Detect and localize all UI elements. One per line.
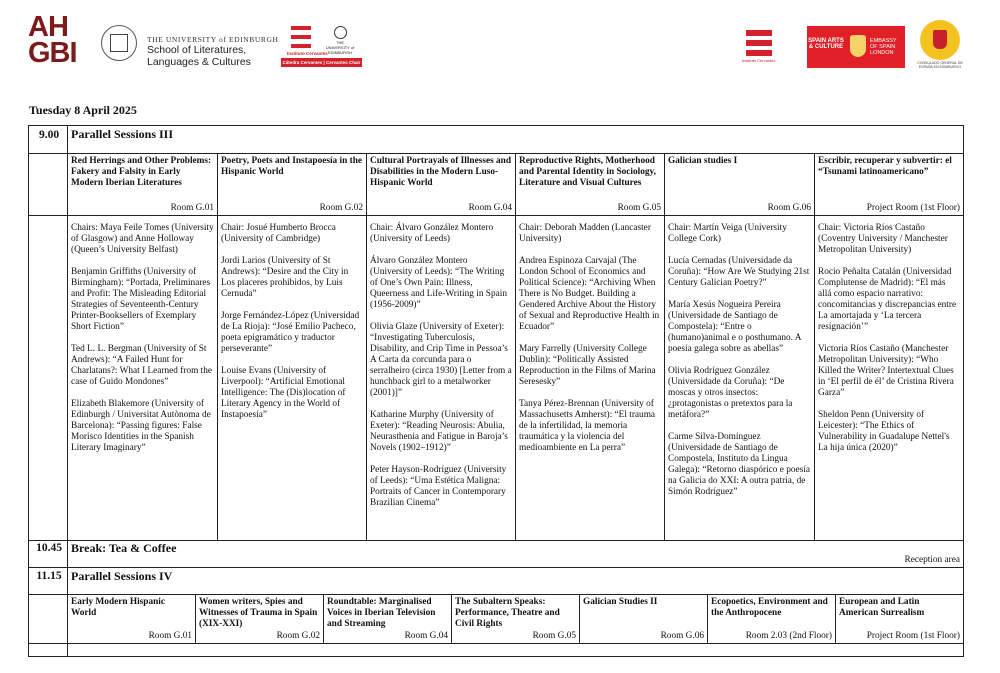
session-body: [815, 223, 963, 465]
session-head: The Subaltern Speaks: Performance, Theatre and Civil Rights Room G.05: [455, 597, 576, 641]
session-chair: Chairs: Maya Feile Tomes (University of Glasgow) and Anne Holloway (Queen’s University Belfast): [71, 223, 214, 255]
session-head: Roundtable: Marginalised Voices in Iberian Television and Streaming Room G.04: [327, 597, 448, 641]
paper: Mary Farrelly (University College Dublin): “Politically Assisted Reproduction in the Films of Marina Seresesky”: [519, 344, 656, 387]
paper: Olivia Glaze (University of Exeter): “Investigating Tuberculosis, Disability, and Crip Time in Pessoa’s A Carta da corcunda para o serralheiro (circa 1930) [Letter from a hunchback girl to a metalworker (2001)]”: [370, 322, 512, 398]
paper: Lucía Cernadas (Universidade da Coruña): “How Are We Studying 21st Century Galician Poetry?”: [668, 256, 810, 288]
break-time: 10.45: [36, 542, 62, 554]
block3-title: Parallel Sessions III: [71, 127, 174, 141]
programme-table: [28, 125, 964, 657]
session-chair: Chair: Josué Humberto Brocca (University of Cambridge): [221, 223, 336, 244]
session-head: Reproductive Rights, Motherhood and Parental Identity in Sociology, Literature and Visual Cultures Room G.05: [519, 156, 661, 213]
paper: Katharine Murphy (University of Exeter): “Reading Neurosis: Abulia, Neurasthenia and Fatigue in Baroja’s Novels (1902–1912)”: [370, 410, 508, 453]
paper: Victoria Ríos Castaño (Manchester Metropolitan University): “Who Killed the Writer? Intertextual Clues in ‘El perfil de él’ de Cristina Rivera Garza”: [818, 344, 954, 398]
paper: Jordi Larios (University of St Andrews): “Desire and the City in Los placeres prohibidos, by Luis Cernuda”: [221, 256, 349, 299]
session-chair: Chair: Victoria Ríos Castaño (Coventry University / Manchester Metropolitan University): [818, 223, 948, 255]
consulado-general-logo: CONSULADO GENERAL DE ESPAÑA EN EDIMBURGO: [915, 20, 965, 70]
block3-time: 9.00: [38, 129, 60, 141]
session-head: Red Herrings and Other Problems: Fakery and Falsity in Early Modern Iberian Literatures Room G.01: [71, 156, 214, 213]
catedra-cervantes-logo: Instituto Cervantes THE UNIVERSITY of EDINBURGH Cátedra Cervantes | Cervantes Chair: [281, 24, 362, 68]
ahgbi-logo: AH GBI: [28, 11, 77, 69]
session-head: Women writers, Spies and Witnesses of Trauma in Spain (XIX-XXI) Room G.02: [199, 597, 320, 641]
edinburgh-seal-icon: [101, 25, 137, 61]
paper: Andrea Espinoza Carvajal (The London School of Economics and Political Science): “Archiving When There is No Budget. Building a Gendered Archive About the History of Sexual and Reproductive Health in Ecuador”: [519, 256, 660, 332]
paper: Sheldon Penn (University of Leicester): “The Ethics of Vulnerability in Guadalupe Nettel's La hija única (2020)”: [818, 410, 950, 453]
cervantes-mark-icon: [291, 26, 311, 48]
paper: Carme Silva-Domínguez (Universidade de Santiago de Compostela, Instituto da Lingua Galega): “Retorno diaspórico e poesía na Galicia do XXI: A outra patria, de Simón Rodríguez”: [668, 432, 810, 497]
session-body: [516, 223, 664, 465]
session-chair: Chair: Álvaro González Montero (University of Leeds): [370, 223, 494, 244]
session-head: Poetry, Poets and Instapoesía in the Hispanic World Room G.02: [221, 156, 363, 213]
session-body: [218, 223, 366, 432]
block4-title: Parallel Sessions IV: [71, 569, 173, 583]
session-body: [367, 223, 515, 520]
block4-time: 11.15: [36, 570, 62, 582]
session-head: Cultural Portrayals of Illnesses and Disabilities in the Modern Luso-Hispanic World Room G.04: [370, 156, 512, 213]
spain-arts-culture-logo: SPAIN ARTS & CULTURE: [807, 26, 845, 68]
session-head: Ecopoetics, Environment and the Anthropocene Room 2.03 (2nd Floor): [711, 597, 832, 641]
embassy-of-spain-logo: EMBASSY OF SPAIN LONDON: [845, 26, 905, 68]
header-logos: [0, 0, 1000, 90]
session-body: [665, 223, 814, 509]
paper: María Xesús Nogueira Pereira (Universidade de Santiago de Compostela): “Entre o (humano)animal e o posthumano. A poesía galega sobre as abellas”: [668, 300, 801, 354]
session-head: Escribir, recuperar y subvertir: el “Tsunami latinoamericano” Project Room (1st Floor): [818, 156, 960, 213]
session-chair: Chair: Martín Veiga (University College Cork): [668, 223, 787, 244]
paper: Álvaro González Montero (University of Leeds): “The Writing of One’s Own Pain: Illness, Queerness and Life-Writing in Spain (1956-2009)”: [370, 256, 507, 310]
instituto-cervantes-logo: Instituto Cervantes: [740, 30, 780, 64]
session-chair: Chair: Deborah Madden (Lancaster University): [519, 223, 651, 244]
paper: Olivia Rodríguez González (Universidade da Coruña): “De moscas y otros insectos: ¿protagonistas o pretextos para la metáfora?”: [668, 366, 793, 420]
paper: Benjamin Griffiths (University of Birmingham): “Portada, Preliminares and Profit: The Misleading Editorial Strategies of Seventeenth-Century Printer-Booksellers of Exemplary Short Fiction”: [71, 267, 211, 332]
paper: Tanya Pérez-Brennan (University of Massachusetts Amherst): “El trauma de la infertilidad, la memoria traumática y la violencia del medioambiente en La perra”: [519, 399, 656, 453]
session-head: European and Latin American Surrealism Project Room (1st Floor): [839, 597, 960, 641]
programme-date: Tuesday 8 April 2025: [29, 103, 137, 117]
session-head: Early Modern Hispanic World Room G.01: [71, 597, 192, 641]
paper: Elizabeth Blakemore (University of Edinburgh / Universitat Autònoma de Barcelona): “Passing figures: False Morisco Identities in the Spanish Literary Imaginary”: [71, 399, 211, 453]
edinburgh-school-logo: THE UNIVERSITY of EDINBURGH School of Literatures, Languages & Cultures: [147, 35, 279, 68]
session-head: Galician Studies II Room G.06: [583, 597, 704, 641]
break-location: Reception area: [904, 555, 960, 565]
paper: Louise Evans (University of Liverpool): “Artificial Emotional Intelligence: The (Dis)location of Literary Agency in the World of Instapoesía”: [221, 366, 346, 420]
break-title: Break: Tea & Coffee: [71, 541, 177, 555]
spain-crest-icon: [850, 35, 866, 57]
paper: Ted L. L. Bergman (University of St Andrews): “A Failed Hunt for Charlatans?: What I Learned from the case of Guido Mondones”: [71, 344, 213, 387]
paper: Jorge Fernández-López (Universidad de La Rioja): “José Emilio Pacheco, poeta epigramático y traductor perseverante”: [221, 311, 360, 354]
paper: Peter Hayson-Rodríguez (University of Leeds): “Uma Estética Maligna: Portraits of Cancer in Contemporary Brazilian Cinema”: [370, 465, 507, 508]
session-body: [68, 223, 217, 465]
paper: Rocío Peñalta Catalán (Universidad Complutense de Madrid): “El más allá como espacio narrativo: concomitancias y discrepancias entre La amortajada y ‘La tercera resignación’”: [818, 267, 957, 332]
session-head: Galician studies I Room G.06: [668, 156, 811, 213]
